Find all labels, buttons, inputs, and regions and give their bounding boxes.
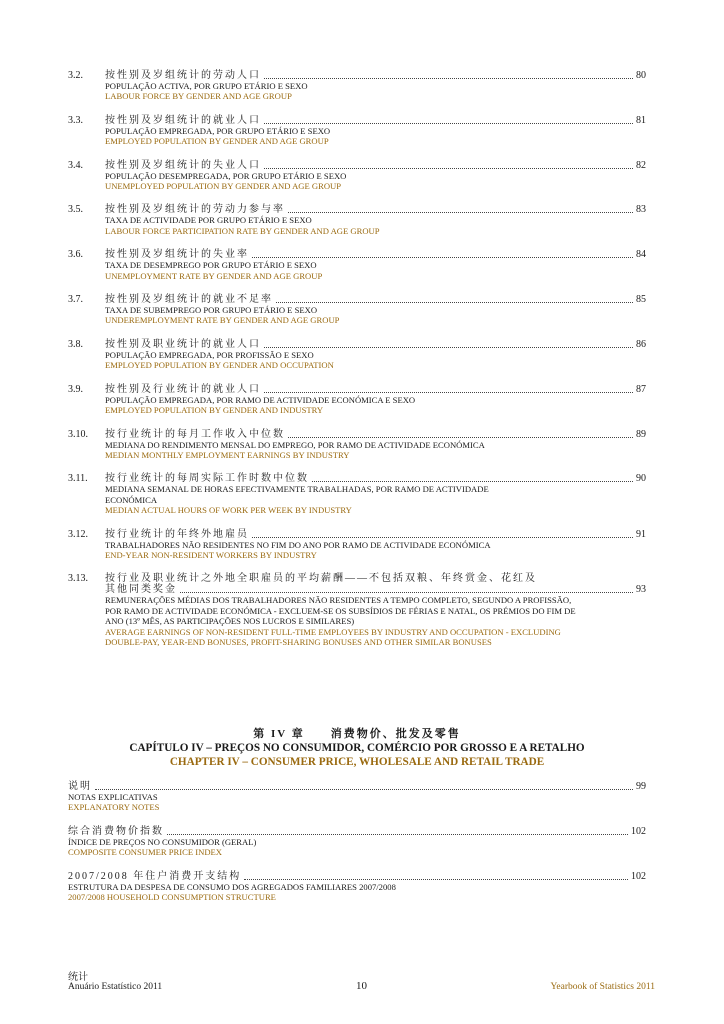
dot-leader xyxy=(312,481,633,482)
toc-entry-3-13[interactable] xyxy=(68,573,646,647)
entry-title-zh: 说明 xyxy=(68,781,92,792)
chapter-title-en: CHAPTER IV – CONSUMER PRICE, WHOLESALE AND RETAIL TRADE xyxy=(169,756,545,768)
dot-leader xyxy=(264,392,633,393)
entry-page: 99 xyxy=(636,781,646,792)
entry-number: 3.6. xyxy=(68,249,83,261)
entry-page: 87 xyxy=(636,383,646,395)
entry-title-zh: 按行业统计的年终外地雇员 xyxy=(105,528,249,540)
dot-leader xyxy=(252,257,633,258)
entry-title-pt: NOTAS EXPLICATIVAS xyxy=(68,792,158,802)
entry-page: 102 xyxy=(631,870,646,882)
entry-number: 3.7. xyxy=(68,294,83,306)
dot-leader xyxy=(180,592,633,593)
entry-title-pt: POPULAÇÃO EMPREGADA, POR RAMO DE ACTIVIDADE ECONÓMICA E SEXO xyxy=(105,394,416,405)
toc-entry-3-4[interactable] xyxy=(68,160,646,192)
chapter-contents xyxy=(68,781,646,915)
entry-page: 83 xyxy=(636,204,646,216)
dot-leader xyxy=(167,834,628,835)
toc-entry-notes[interactable] xyxy=(68,781,646,813)
entry-number: 3.2. xyxy=(68,70,83,81)
entry-title-zh: 按行业统计的每周实际工作时数中位数 xyxy=(105,473,309,485)
entry-title-en: EMPLOYED POPULATION BY GENDER AND AGE GROUP xyxy=(105,136,329,147)
entry-page: 93 xyxy=(636,584,646,596)
dot-leader xyxy=(288,212,633,213)
entry-title-en: COMPOSITE CONSUMER PRICE INDEX xyxy=(68,847,222,858)
toc-entry-3-5[interactable] xyxy=(68,204,646,236)
entry-number: 3.9. xyxy=(68,383,83,395)
entry-title-en: EXPLANATORY NOTES xyxy=(68,802,160,813)
dot-leader xyxy=(95,789,633,790)
entry-page: 102 xyxy=(631,825,646,837)
entry-title-en: MEDIAN MONTHLY EMPLOYMENT EARNINGS BY INDUSTRY xyxy=(105,449,350,460)
entry-title-en: 2007/2008 HOUSEHOLD CONSUMPTION STRUCTURE xyxy=(68,892,276,903)
entry-title-zh: 按性别及岁组统计的劳动力参与率 xyxy=(105,204,285,216)
entry-number: 3.3. xyxy=(68,114,83,126)
entry-title-en: LABOUR FORCE PARTICIPATION RATE BY GENDER AND AGE GROUP xyxy=(105,225,380,236)
dot-leader xyxy=(288,437,633,438)
entry-number: 3.8. xyxy=(68,338,83,350)
entry-title-pt: ESTRUTURA DA DESPESA DE CONSUMO DOS AGREGADOS FAMILIARES 2007/2008 xyxy=(68,881,396,892)
dot-leader xyxy=(252,537,633,538)
chapter-title-pt: CAPÍTULO IV – PREÇOS NO CONSUMIDOR, COMÉRCIO POR GROSSO E A RETALHO xyxy=(129,742,585,754)
entry-title-pt: ÍNDICE DE PREÇOS NO CONSUMIDOR (GERAL) xyxy=(68,836,257,847)
toc-entry-3-6[interactable] xyxy=(68,249,646,281)
entry-title-zh: 综合消费物价指数 xyxy=(68,825,164,837)
entry-page: 85 xyxy=(636,294,646,306)
entry-title-zh-line2: 其他同类奖金 xyxy=(105,584,177,596)
entry-page: 89 xyxy=(636,428,646,440)
entry-title-pt: TAXA DE DESEMPREGO POR GRUPO ETÁRIO E SEXO xyxy=(105,260,317,271)
entry-number: 3.12. xyxy=(68,528,88,540)
chapter-title-zh: 第 IV 章 消费物价、批发及零售 xyxy=(253,728,461,740)
toc-entry-3-9[interactable] xyxy=(68,384,646,416)
dot-leader xyxy=(264,347,633,348)
entry-number: 3.11. xyxy=(68,473,88,485)
entry-title-pt: MEDIANA SEMANAL DE HORAS EFECTIVAMENTE TRABALHADAS, POR RAMO DE ACTIVIDADE ECONÓMICA xyxy=(105,484,489,505)
entry-title-pt: REMUNERAÇÕES MÉDIAS DOS TRABALHADORES NÃO RESIDENTES A TEMPO COMPLETO, SEGUNDO A PROFISSÃO, POR RAMO DE ACTIVIDADE ECONÓMICA - EXCLUEM-SE OS SUBSÍDIOS DE FÉRIAS E NATAL, OS PRÉMIOS DO FIM DE ANO (13º MÊS, AS PARTICIPAÇÕES NOS LUCROS E SIMILARES) xyxy=(105,595,576,627)
entry-title-en: END-YEAR NON-RESIDENT WORKERS BY INDUSTRY xyxy=(105,549,317,560)
entry-title-pt: POPULAÇÃO EMPREGADA, POR PROFISSÃO E SEXO xyxy=(105,349,314,360)
entry-number: 3.5. xyxy=(68,204,83,216)
toc-entry-3-3[interactable] xyxy=(68,115,646,147)
dot-leader xyxy=(264,168,633,169)
entry-title-pt: TAXA DE SUBEMPREGO POR GRUPO ETÁRIO E SEXO xyxy=(105,305,318,316)
entry-title-en: LABOUR FORCE BY GENDER AND AGE GROUP xyxy=(105,91,292,102)
entry-page: 81 xyxy=(636,114,646,126)
footer-title-pt: Anuário Estatístico 2011 xyxy=(68,982,163,992)
entry-page: 82 xyxy=(636,159,646,171)
entry-title-en: MEDIAN ACTUAL HOURS OF WORK PER WEEK BY INDUSTRY xyxy=(105,505,352,516)
entry-page: 86 xyxy=(636,338,646,350)
entry-title-zh: 按性别及岁组统计的就业人口 xyxy=(105,114,261,126)
dot-leader xyxy=(264,123,633,124)
entry-title-en: EMPLOYED POPULATION BY GENDER AND INDUSTRY xyxy=(105,405,324,416)
entry-title-pt: MEDIANA DO RENDIMENTO MENSAL DO EMPREGO, POR RAMO DE ACTIVIDADE ECONÓMICA xyxy=(105,439,485,450)
entry-title-pt: POPULAÇÃO DESEMPREGADA, POR GRUPO ETÁRIO E SEXO xyxy=(105,170,347,181)
entry-title-zh: 按性别及岁组统计的就业不足率 xyxy=(105,294,273,306)
toc-entry-3-10[interactable] xyxy=(68,429,646,461)
dot-leader xyxy=(264,78,633,79)
entry-title-pt: POPULAÇÃO ACTIVA, POR GRUPO ETÁRIO E SEXO xyxy=(105,81,308,91)
footer-title-zh: 统计 xyxy=(68,972,88,983)
toc-entry-household-structure[interactable] xyxy=(68,871,646,903)
page-number: 10 xyxy=(356,980,367,992)
entry-title-zh-line1: 按行业及职业统计之外地全职雇员的平均薪酬——不包括双粮、年终赏金、花红及 xyxy=(105,573,537,585)
entry-title-en: UNEMPLOYMENT RATE BY GENDER AND AGE GROUP xyxy=(105,270,323,281)
footer-title-en: Yearbook of Statistics 2011 xyxy=(550,982,655,992)
table-of-contents xyxy=(68,70,646,660)
entry-number: 3.13. xyxy=(68,573,88,585)
entry-title-zh: 按性别及行业统计的就业人口 xyxy=(105,383,261,395)
entry-title-zh: 按行业统计的每月工作收入中位数 xyxy=(105,428,285,440)
entry-title-en: UNEMPLOYED POPULATION BY GENDER AND AGE GROUP xyxy=(105,181,342,192)
entry-page: 91 xyxy=(636,528,646,540)
entry-page: 80 xyxy=(636,70,646,81)
entry-number: 3.10. xyxy=(68,428,88,440)
entry-title-pt: TAXA DE ACTIVIDADE POR GRUPO ETÁRIO E SEXO xyxy=(105,215,312,226)
entry-title-en: AVERAGE EARNINGS OF NON-RESIDENT FULL-TIME EMPLOYEES BY INDUSTRY AND OCCUPATION - EXCLUDING DOUBLE-PAY, YEAR-END BONUSES, PROFIT-SHARING BONUSES AND OTHER SIMILAR BONUSES xyxy=(105,626,561,647)
entry-page: 90 xyxy=(636,473,646,485)
toc-entry-3-11[interactable] xyxy=(68,473,646,515)
toc-entry-3-12[interactable] xyxy=(68,529,646,561)
entry-title-zh: 按性别及岁组统计的劳动人口 xyxy=(105,70,261,81)
entry-title-pt: TRABALHADORES NÃO RESIDENTES NO FIM DO ANO POR RAMO DE ACTIVIDADE ECONÓMICA xyxy=(105,539,491,550)
entry-title-en: EMPLOYED POPULATION BY GENDER AND OCCUPATION xyxy=(105,360,334,371)
dot-leader xyxy=(244,879,628,880)
entry-page: 84 xyxy=(636,249,646,261)
toc-entry-3-7[interactable] xyxy=(68,294,646,326)
entry-title-pt: POPULAÇÃO EMPREGADA, POR GRUPO ETÁRIO E SEXO xyxy=(105,125,331,136)
entry-title-zh: 2007/2008 年住户消费开支结构 xyxy=(68,870,242,882)
toc-entry-3-8[interactable] xyxy=(68,339,646,371)
toc-entry-cpi[interactable] xyxy=(68,826,646,858)
toc-entry-3-2[interactable] xyxy=(68,70,646,102)
entry-title-zh: 按性别及岁组统计的失业人口 xyxy=(105,159,261,171)
entry-title-zh: 按性别及职业统计的就业人口 xyxy=(105,338,261,350)
entry-title-zh: 按性别及岁组统计的失业率 xyxy=(105,249,249,261)
entry-title-en: UNDEREMPLOYMENT RATE BY GENDER AND AGE GROUP xyxy=(105,315,340,326)
dot-leader xyxy=(276,302,633,303)
chapter-heading xyxy=(68,727,646,769)
entry-number: 3.4. xyxy=(68,159,83,171)
